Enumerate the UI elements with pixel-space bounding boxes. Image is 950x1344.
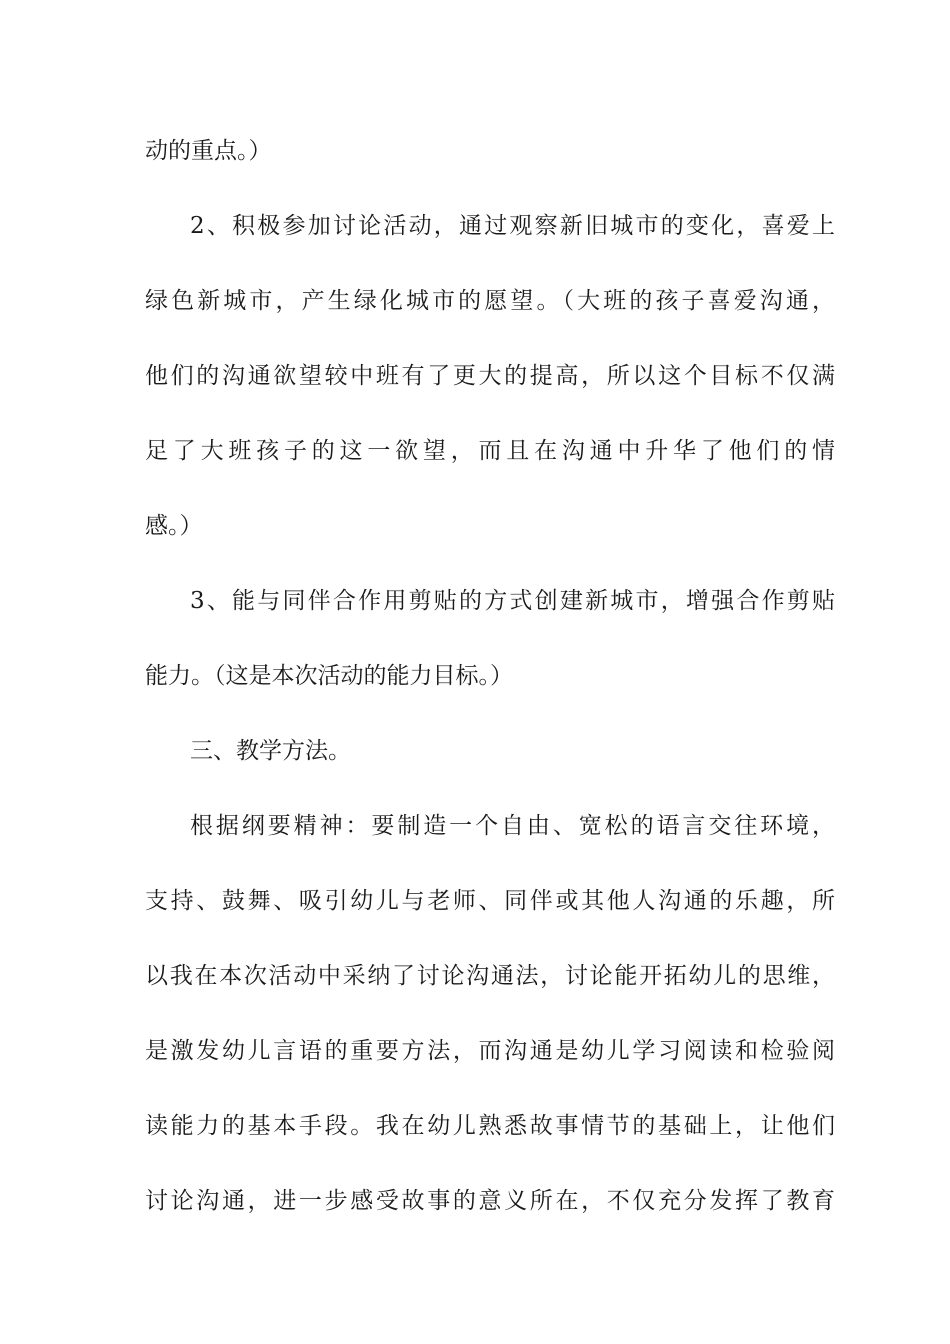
text-line: 感。） [145,513,203,539]
text-line: 以我在本次活动中采纳了讨论沟通法，讨论能开拓幼儿的思维， [145,963,835,989]
text-line: 是激发幼儿言语的重要方法，而沟通是幼儿学习阅读和检验阅 [145,1038,835,1064]
text-line: 支持、鼓舞、吸引幼儿与老师、同伴或其他人沟通的乐趣，所 [145,888,835,914]
text-line: 讨论沟通，进一步感受故事的意义所在，不仅充分发挥了教育 [145,1188,835,1214]
text-line: 动的重点。） [145,138,272,164]
text-line: 绿色新城市，产生绿化城市的愿望。（大班的孩子喜爱沟通， [145,288,835,314]
text-line: 能力。（这是本次活动的能力目标。） [145,663,513,689]
text-line: 2、积极参加讨论活动，通过观察新旧城市的变化，喜爱上 [190,213,835,239]
section-heading: 三、教学方法。 [190,738,351,764]
text-line: 读能力的基本手段。我在幼儿熟悉故事情节的基础上，让他们 [145,1113,835,1139]
text-line: 3、能与同伴合作用剪贴的方式创建新城市，增强合作剪贴 [190,588,835,614]
text-line: 他们的沟通欲望较中班有了更大的提高，所以这个目标不仅满 [145,363,835,389]
text-line: 根据纲要精神：要制造一个自由、宽松的语言交往环境， [190,813,835,839]
text-line: 足了大班孩子的这一欲望，而且在沟通中升华了他们的情 [145,438,835,464]
